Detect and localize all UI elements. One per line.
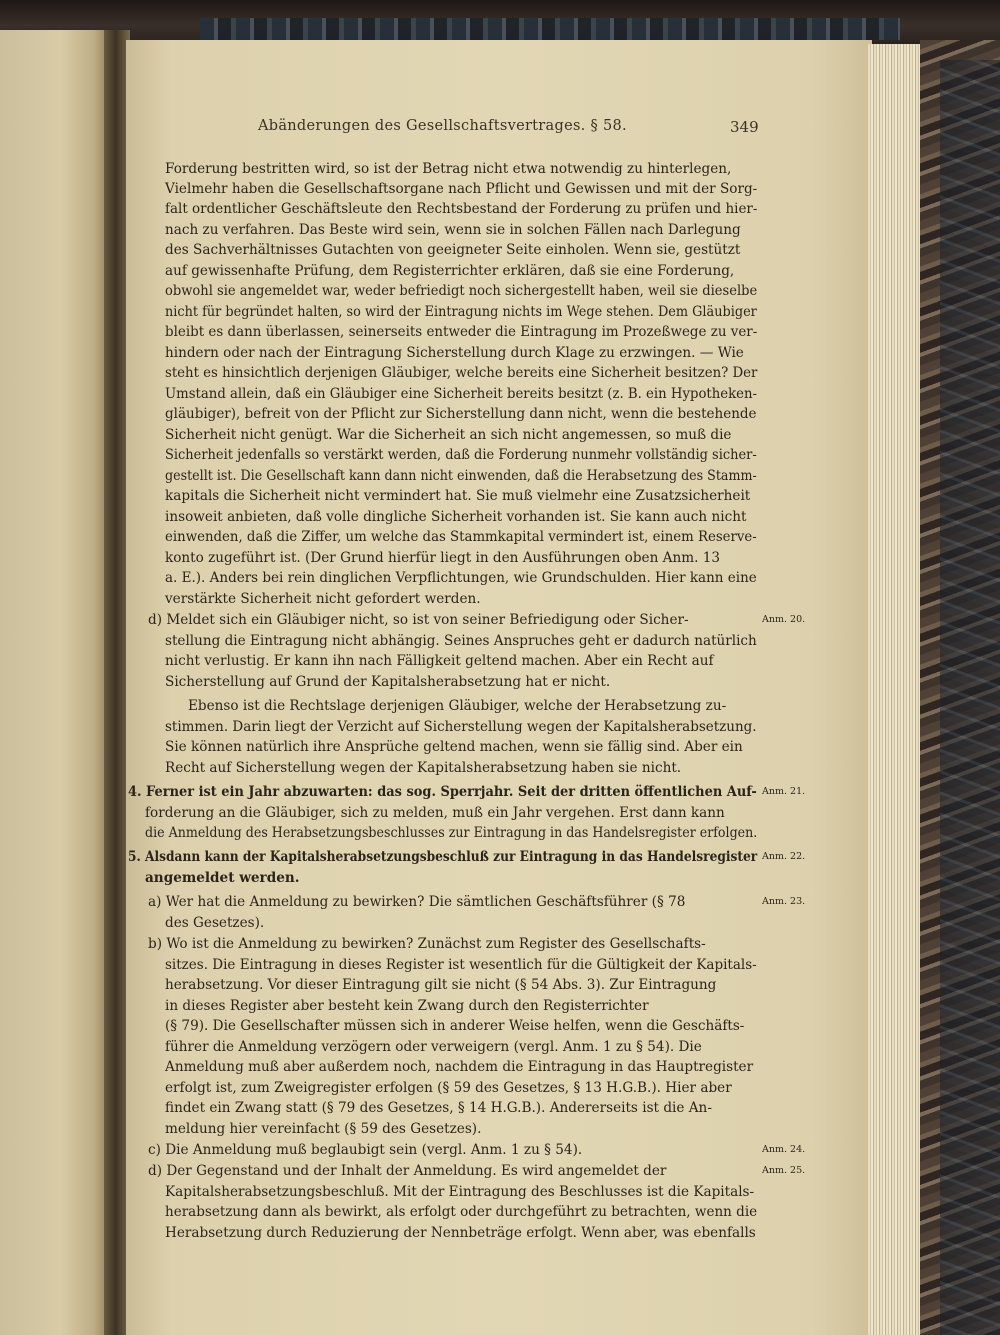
margin-note: Anm. 24. (762, 1144, 806, 1155)
text-line: die Anmeldung des Herabsetzungsbeschlusses zur Eintragung in das Handelsregister erfolgen. (145, 825, 758, 841)
text-line: obwohl sie angemeldet war, weder befriedigt noch sichergestellt haben, weil sie dieselbe (165, 283, 758, 299)
text-line: herabsetzung dann als bewirkt, als erfolgt oder durchgeführt zu betrachten, wenn die (165, 1204, 758, 1220)
text-line: angemeldet werden. (145, 870, 300, 886)
text-line: in dieses Register aber besteht kein Zwang durch den Registerrichter (165, 998, 649, 1014)
text-line: des Gesetzes). (165, 915, 265, 931)
text-line: Sicherheit jedenfalls so verstärkt werden, daß die Forderung nunmehr vollständig sicher- (165, 447, 757, 463)
text-line: 5. Alsdann kann der Kapitalsherabsetzungsbeschluß zur Eintragung in das Handelsregister (128, 849, 758, 865)
text-line: stimmen. Darin liegt der Verzicht auf Sicherstellung wegen der Kapitalsherabsetzung. (165, 719, 757, 735)
text-line: kapitals die Sicherheit nicht vermindert hat. Sie muß vielmehr eine Zusatzsicherheit (165, 488, 751, 504)
text-line: herabsetzung. Vor dieser Eintragung gilt sie nicht (§ 54 Abs. 3). Zur Eintragung (165, 977, 717, 993)
text-line: (§ 79). Die Gesellschafter müssen sich in anderer Weise helfen, wenn die Geschäfts- (165, 1018, 745, 1034)
page-number: 349 (730, 118, 759, 136)
text-line: Kapitalsherabsetzungsbeschluß. Mit der Eintragung des Beschlusses ist die Kapitals- (165, 1184, 755, 1200)
text-line: stellung die Eintragung nicht abhängig. Seines Anspruches geht er dadurch natürlich (165, 633, 757, 649)
text-line: auf gewissenhafte Prüfung, dem Registerrichter erklären, daß sie eine Forderung, (165, 263, 735, 279)
margin-note: Anm. 22. (762, 851, 806, 862)
running-title: Abänderungen des Gesellschaftsvertrages. § 58. (258, 118, 627, 134)
text-line: d) Der Gegenstand und der Inhalt der Anmeldung. Es wird angemeldet der (148, 1163, 667, 1179)
left-page-edge (0, 30, 110, 1335)
text-line: 4. Ferner ist ein Jahr abzuwarten: das sog. Sperrjahr. Seit der dritten öffentlichen Auf- (128, 784, 757, 800)
text-line: Sie können natürlich ihre Ansprüche geltend machen, wenn sie fällig sind. Aber ein (165, 739, 743, 755)
book-cover-top (0, 0, 1000, 42)
text-line: a) Wer hat die Anmeldung zu bewirken? Die sämtlichen Geschäftsführer (§ 78 (148, 894, 686, 910)
margin-note: Anm. 23. (762, 896, 806, 907)
text-line: forderung an die Gläubiger, sich zu melden, muß ein Jahr vergehen. Erst dann kann (145, 805, 725, 821)
margin-note: Anm. 21. (762, 786, 806, 797)
text-line: Sicherstellung auf Grund der Kapitalsherabsetzung hat er nicht. (165, 674, 611, 690)
text-line: einwenden, daß die Ziffer, um welche das Stammkapital vermindert ist, einem Reserve- (165, 529, 757, 545)
text-line: konto zugeführt ist. (Der Grund hierfür liegt in den Ausführungen oben Anm. 13 (165, 550, 721, 566)
margin-note: Anm. 20. (762, 614, 806, 625)
text-line: d) Meldet sich ein Gläubiger nicht, so ist von seiner Befriedigung oder Sicher- (148, 612, 689, 628)
text-line: Ebenso ist die Rechtslage derjenigen Gläubiger, welche der Herabsetzung zu- (188, 698, 727, 714)
text-line: Umstand allein, daß ein Gläubiger eine Sicherheit bereits besitzt (z. B. ein Hypotheken- (165, 386, 758, 402)
text-line: Vielmehr haben die Gesellschaftsorgane nach Pflicht und Gewissen und mit der Sorg- (165, 181, 758, 197)
text-line: c) Die Anmeldung muß beglaubigt sein (vergl. Anm. 1 zu § 54). (148, 1142, 583, 1158)
page-stack-edges (868, 44, 926, 1335)
text-line: verstärkte Sicherheit nicht gefordert werden. (165, 591, 481, 607)
text-line: hindern oder nach der Eintragung Sicherstellung durch Klage zu erzwingen. — Wie (165, 345, 744, 361)
text-line: gläubiger), befreit von der Pflicht zur Sicherstellung dann nicht, wenn die bestehende (165, 406, 757, 422)
text-line: falt ordentlicher Geschäftsleute den Rechtsbestand der Forderung zu prüfen und hier- (165, 201, 758, 217)
text-line: führer die Anmeldung verzögern oder verweigern (vergl. Anm. 1 zu § 54). Die (165, 1039, 702, 1055)
text-line: sitzes. Die Eintragung in dieses Register ist wesentlich für die Gültigkeit der Kapitals- (165, 957, 757, 973)
text-line: steht es hinsichtlich derjenigen Gläubiger, welche bereits eine Sicherheit besitzen? Der (165, 365, 758, 381)
text-line: nicht verlustig. Er kann ihn nach Fälligkeit geltend machen. Aber ein Recht auf (165, 653, 714, 669)
text-line: insoweit anbieten, daß volle dingliche Sicherheit vorhanden ist. Sie kann auch nicht (165, 509, 747, 525)
text-line: nicht für begründet halten, so wird der Eintragung nichts im Wege stehen. Dem Gläubiger (165, 304, 757, 320)
text-line: nach zu verfahren. Das Beste wird sein, wenn sie in solchen Fällen nach Darlegung (165, 222, 741, 238)
margin-note: Anm. 25. (762, 1165, 806, 1176)
text-line: bleibt es dann überlassen, seinerseits entweder die Eintragung im Prozeßwege zu ver- (165, 324, 758, 340)
text-line: b) Wo ist die Anmeldung zu bewirken? Zunächst zum Register des Gesellschafts- (148, 936, 706, 952)
text-line: Recht auf Sicherstellung wegen der Kapitalsherabsetzung haben sie nicht. (165, 760, 682, 776)
text-line: Herabsetzung durch Reduzierung der Nennbeträge erfolgt. Wenn aber, was ebenfalls (165, 1225, 756, 1241)
text-line: Sicherheit nicht genügt. War die Sicherheit an sich nicht angemessen, so muß die (165, 427, 732, 443)
text-line: Anmeldung muß aber außerdem noch, nachdem die Eintragung in das Hauptregister (165, 1059, 754, 1075)
text-line: a. E.). Anders bei rein dinglichen Verpflichtungen, wie Grundschulden. Hier kann eine (165, 570, 757, 586)
text-line: gestellt ist. Die Gesellschaft kann dann nicht einwenden, daß die Herabsetzung des Stamm- (165, 468, 757, 484)
text-line: erfolgt ist, zum Zweigregister erfolgen (§ 59 des Gesetzes, § 13 H.G.B.). Hier aber (165, 1080, 732, 1096)
text-line: Forderung bestritten wird, so ist der Betrag nicht etwa notwendig zu hinterlegen, (165, 161, 732, 177)
text-line: meldung hier vereinfacht (§ 59 des Gesetzes). (165, 1121, 482, 1137)
text-line: des Sachverhältnisses Gutachten von geeigneter Seite einholen. Wenn sie, gestützt (165, 242, 741, 258)
text-line: findet ein Zwang statt (§ 79 des Gesetzes, § 14 H.G.B.). Andererseits ist die An- (165, 1100, 712, 1116)
